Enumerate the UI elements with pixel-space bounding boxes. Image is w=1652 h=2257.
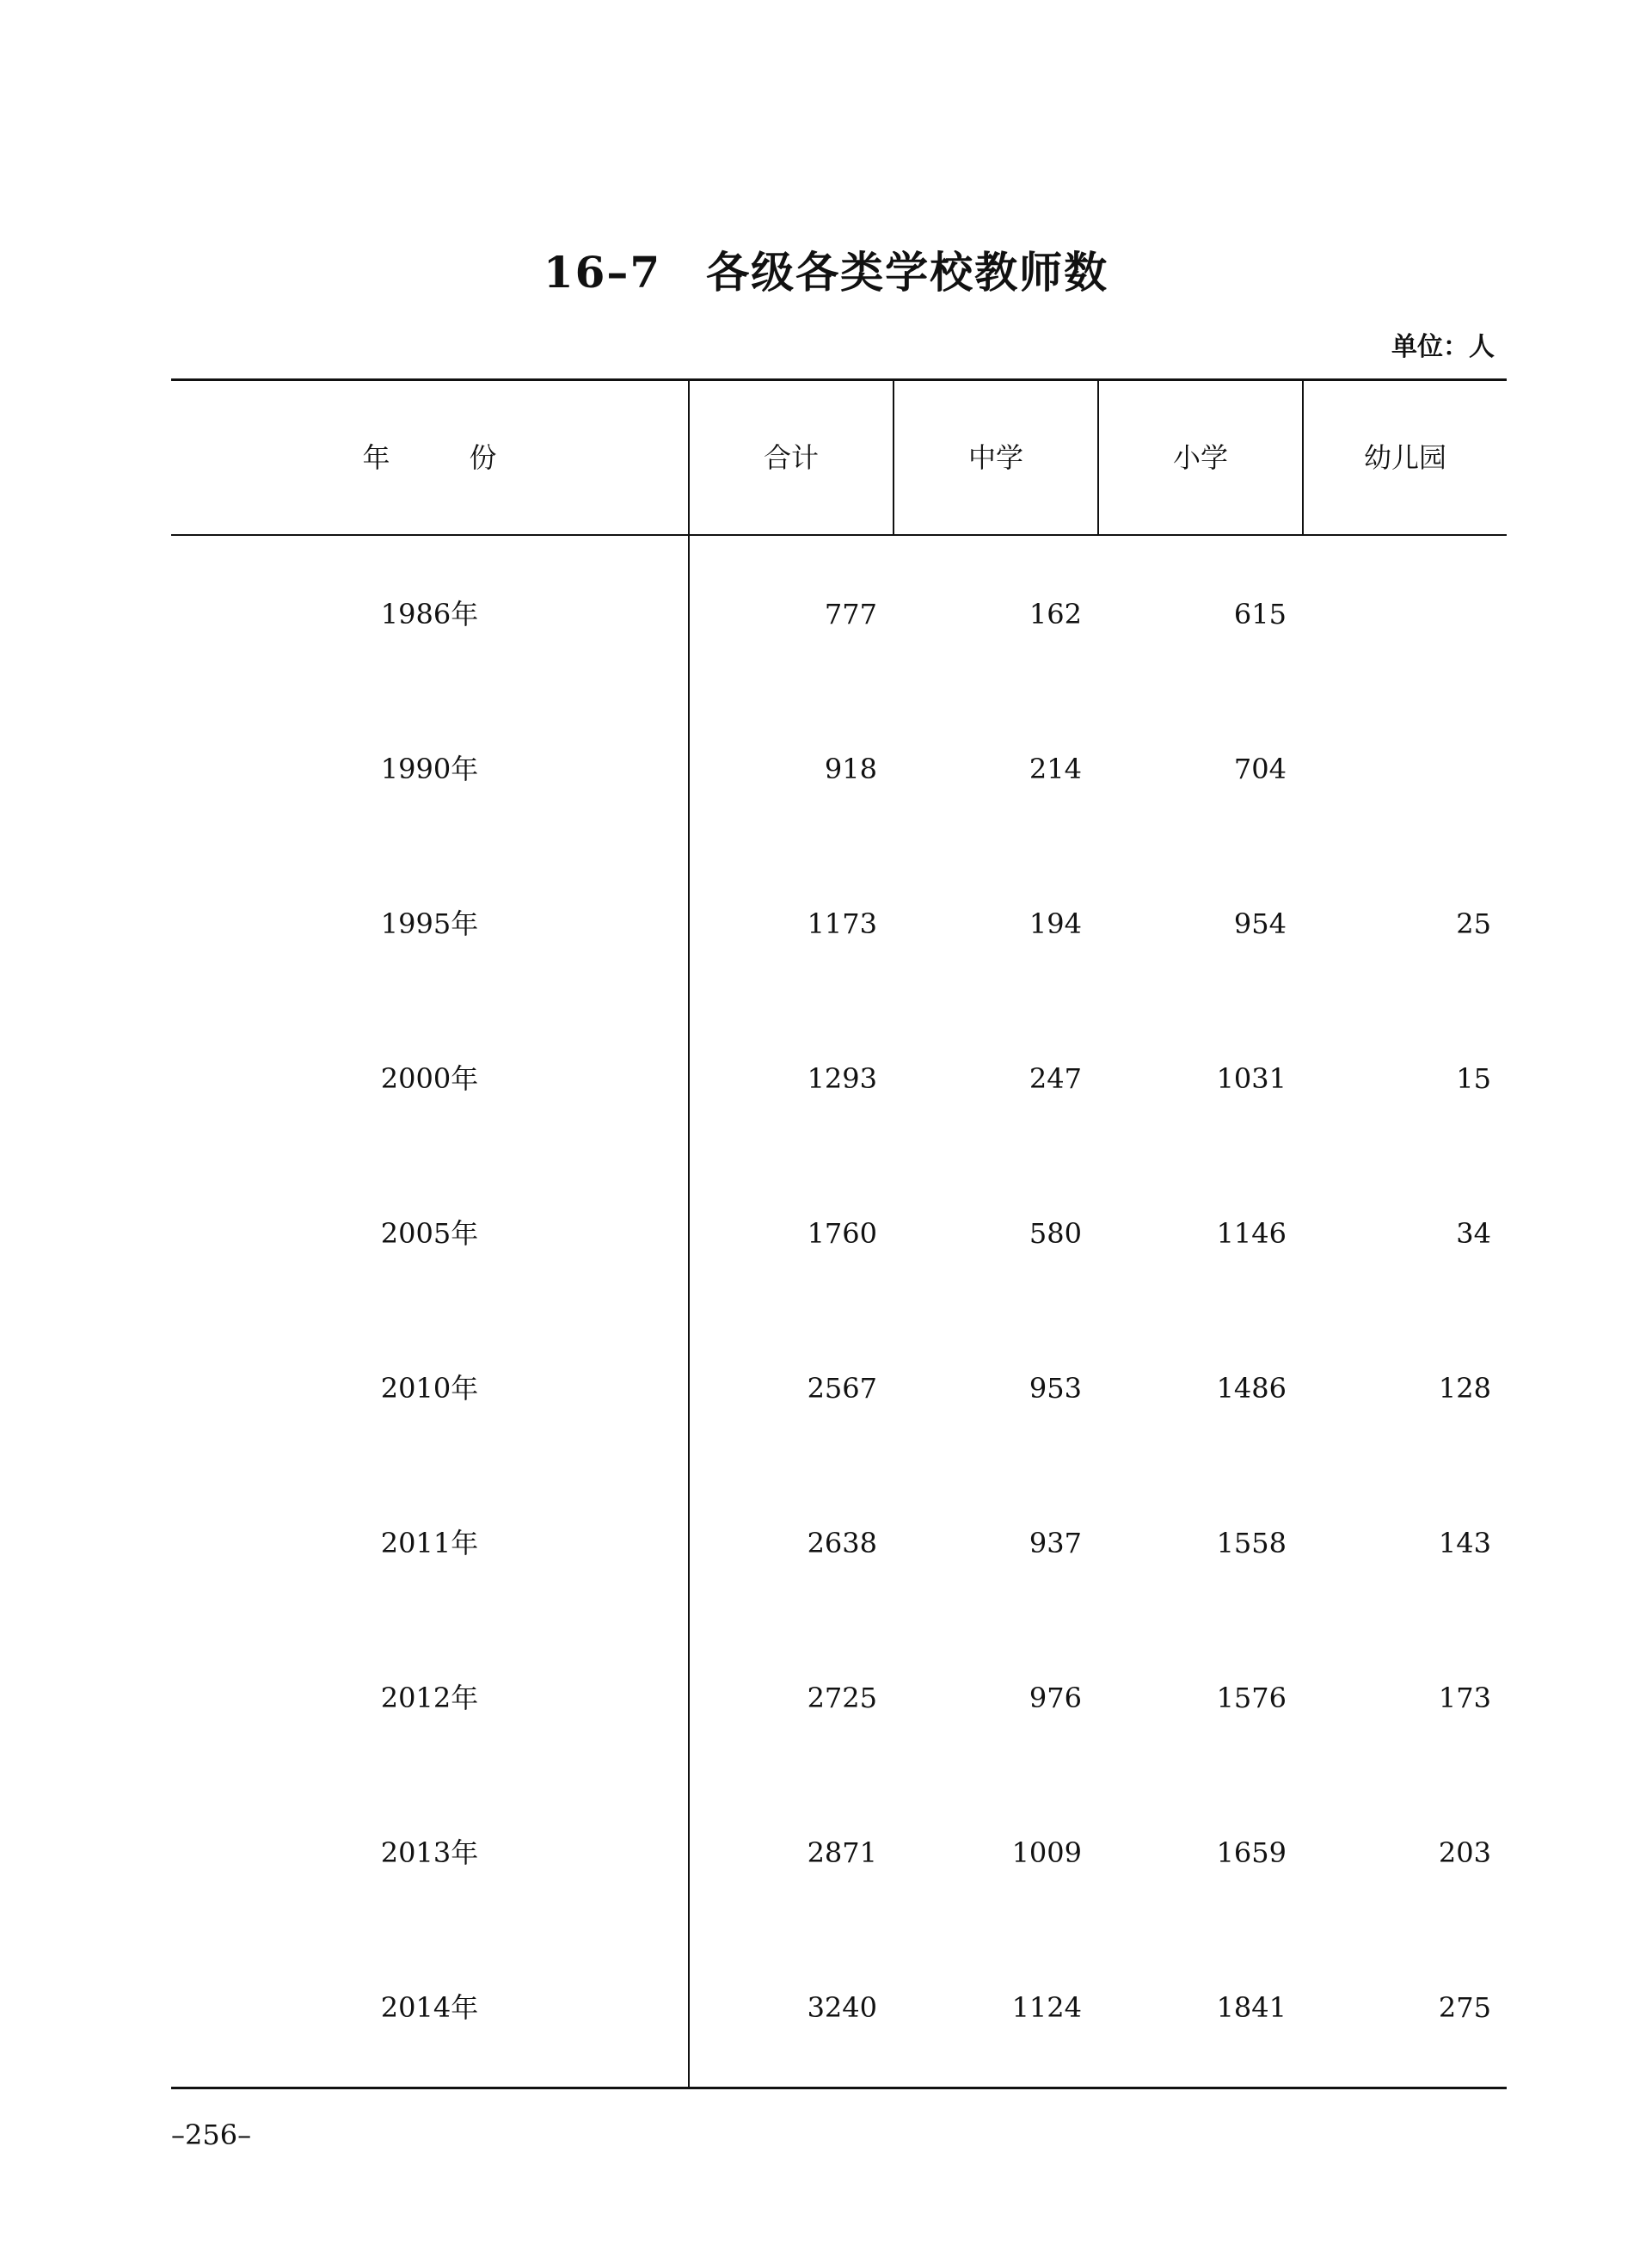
table-row [171, 1208, 1507, 1259]
kindergarten-cell: 143 [1438, 1527, 1491, 1559]
total-cell: 918 [824, 753, 877, 785]
year-cell: 2014年 [380, 1991, 479, 2024]
primary-school-cell: 1031 [1216, 1062, 1287, 1095]
primary-school-cell: 1841 [1216, 1991, 1287, 2024]
middle-school-cell: 194 [1029, 907, 1082, 940]
primary-school-cell: 615 [1233, 598, 1287, 630]
total-cell: 1760 [807, 1217, 877, 1250]
table-row [171, 898, 1507, 950]
page-number: –256– [171, 2119, 252, 2151]
year-cell: 2010年 [380, 1372, 479, 1405]
page-title: 16–7 各级各类学校教师数 [543, 247, 1109, 298]
primary-school-cell: 1486 [1216, 1372, 1287, 1405]
table-bottom-rule [171, 2087, 1507, 2089]
middle-school-cell: 247 [1029, 1062, 1082, 1095]
middle-school-cell: 214 [1029, 753, 1082, 785]
total-cell: 1293 [807, 1062, 877, 1095]
table-row [171, 1827, 1507, 1879]
table-row [171, 743, 1507, 795]
primary-school-cell: 1558 [1216, 1527, 1287, 1559]
kindergarten-cell: 34 [1456, 1217, 1491, 1250]
middle-school-cell: 580 [1029, 1217, 1082, 1250]
middle-school-cell: 162 [1029, 598, 1082, 630]
header-total: 合计 [763, 440, 819, 474]
total-cell: 777 [824, 598, 877, 630]
middle-school-cell: 953 [1029, 1372, 1082, 1405]
kindergarten-cell: 173 [1438, 1682, 1491, 1714]
total-cell: 2725 [807, 1682, 877, 1714]
header-middle-school: 中学 [967, 440, 1023, 474]
middle-school-cell: 1124 [1011, 1991, 1082, 2024]
kindergarten-cell: 275 [1438, 1991, 1491, 2024]
header-primary-school: 小学 [1172, 440, 1228, 474]
primary-school-cell: 704 [1233, 753, 1287, 785]
year-cell: 2013年 [380, 1836, 479, 1869]
kindergarten-cell: 203 [1438, 1836, 1491, 1869]
middle-school-cell: 1009 [1011, 1836, 1082, 1869]
kindergarten-cell: 15 [1456, 1062, 1491, 1095]
primary-school-cell: 1146 [1216, 1217, 1287, 1250]
table-row [171, 1982, 1507, 2033]
primary-school-cell: 954 [1233, 907, 1287, 940]
total-cell: 1173 [807, 907, 877, 940]
kindergarten-cell: 128 [1438, 1372, 1491, 1405]
year-cell: 2012年 [380, 1682, 479, 1714]
year-cell: 2011年 [380, 1527, 479, 1559]
middle-school-cell: 976 [1029, 1682, 1082, 1714]
total-cell: 3240 [807, 1991, 877, 2024]
year-cell: 2000年 [380, 1062, 479, 1095]
year-cell: 1990年 [380, 753, 479, 785]
header-year: 年 份 [362, 440, 523, 474]
total-cell: 2567 [807, 1372, 877, 1405]
year-cell: 1995年 [380, 907, 479, 940]
kindergarten-cell: 25 [1456, 907, 1491, 940]
year-cell: 2005年 [380, 1217, 479, 1250]
table-row [171, 1672, 1507, 1724]
header-kindergarten: 幼儿园 [1363, 440, 1446, 474]
total-cell: 2871 [807, 1836, 877, 1869]
total-cell: 2638 [807, 1527, 877, 1559]
table-body [171, 536, 1507, 2087]
table-row [171, 1517, 1507, 1569]
table-row [171, 1362, 1507, 1414]
primary-school-cell: 1659 [1216, 1836, 1287, 1869]
primary-school-cell: 1576 [1216, 1682, 1287, 1714]
middle-school-cell: 937 [1029, 1527, 1082, 1559]
data-table [171, 378, 1507, 2100]
year-cell: 1986年 [380, 598, 479, 630]
table-row [171, 588, 1507, 640]
unit-label: 单位：人 [1391, 332, 1495, 362]
table-row [171, 1053, 1507, 1104]
